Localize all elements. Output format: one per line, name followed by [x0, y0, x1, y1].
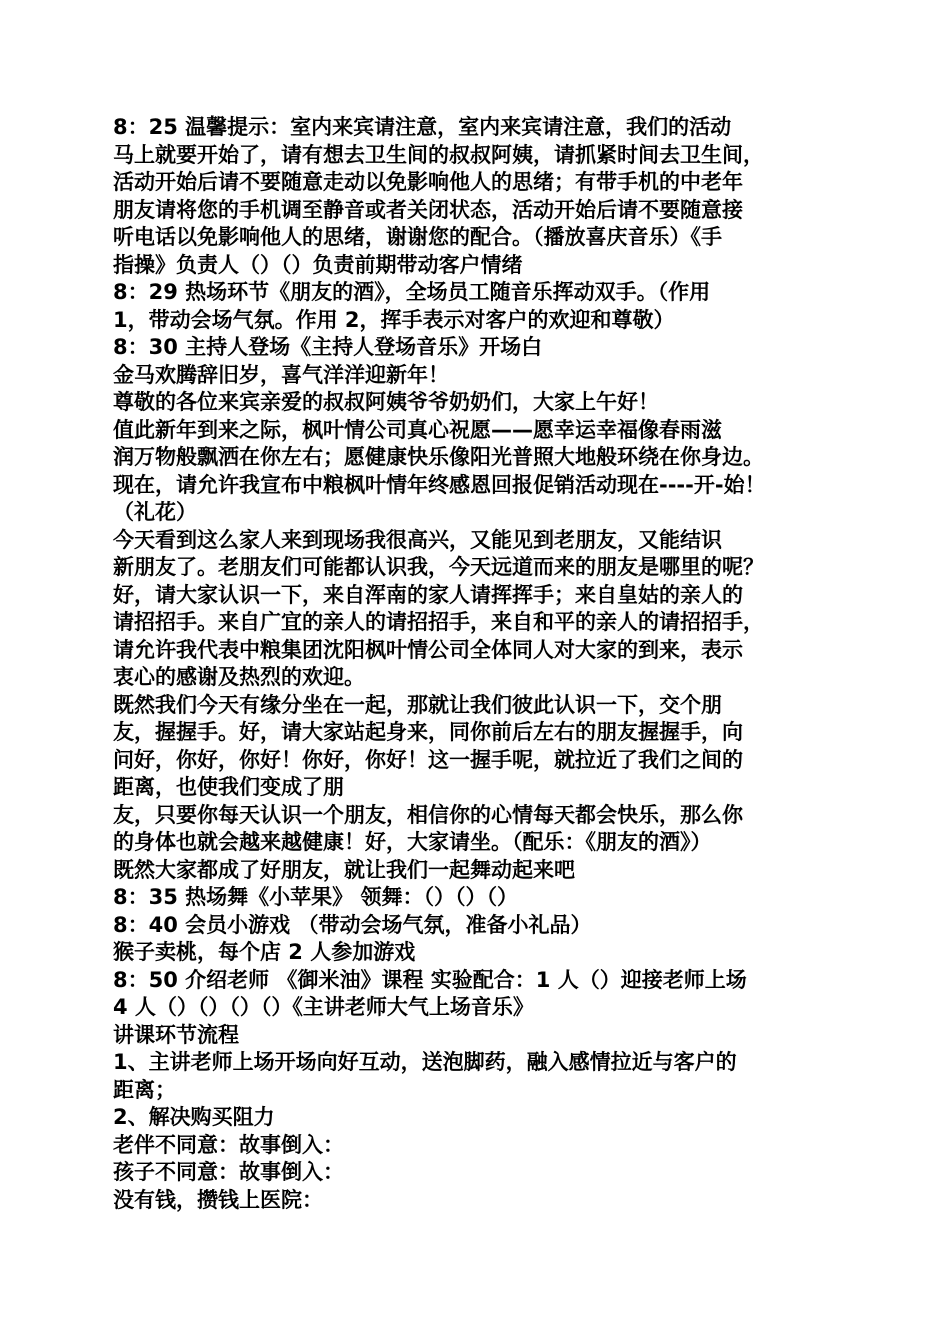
text-line: 请招招手。来自广宜的亲人的请招招手，来自和平的亲人的请招招手，	[113, 610, 764, 634]
text-line: 2、解决购买阻力	[113, 1105, 275, 1129]
text-line: 老伴不同意：故事倒入：	[113, 1132, 344, 1157]
text-line: 1，带动会场气氛。作用 2，挥手表示对客户的欢迎和尊敬）	[113, 307, 675, 332]
text-line: 8：35 热场舞《小苹果》 领舞：（）（）（）	[113, 885, 518, 909]
text-line: 距离，也使我们变成了朋	[113, 775, 344, 799]
text-line: 8：40 会员小游戏 （带动会场气氛，准备小礼品）	[113, 912, 592, 937]
text-line: 1、主讲老师上场开场向好互动，送泡脚药，融入感情拉近与客户的	[113, 1050, 737, 1074]
text-line: 马上就要开始了，请有想去卫生间的叔叔阿姨，请抓紧时间去卫生间，	[113, 142, 764, 167]
text-line: 友，握握手。好，请大家站起身来，同你前后左右的朋友握握手，向	[113, 720, 743, 744]
text-line: 距离；	[113, 1077, 176, 1102]
text-line: 现在，请允许我宣布中粮枫叶情年终感恩回报促销活动现在----开-始！	[113, 472, 766, 497]
text-line: 8：50 介绍老师 《御米油》课程 实验配合：1 人（）迎接老师上场	[113, 967, 747, 992]
text-line: 请允许我代表中粮集团沈阳枫叶情公司全体同人对大家的到来，表示	[113, 637, 743, 662]
text-line: 新朋友了。老朋友们可能都认识我，今天远道而来的朋友是哪里的呢？	[113, 555, 764, 579]
text-line: 指操》负责人（）（）负责前期带动客户情绪	[113, 252, 523, 277]
text-line: 问好，你好，你好！你好，你好！这一握手呢，就拉近了我们之间的	[113, 747, 743, 772]
text-line: 金马欢腾辞旧岁，喜气洋洋迎新年！	[113, 362, 449, 387]
text-line: 值此新年到来之际，枫叶情公司真心祝愿——愿幸运幸福像春雨滋	[113, 417, 722, 442]
text-line: 朋友请将您的手机调至静音或者关闭状态，活动开始后请不要随意接	[113, 197, 743, 222]
text-line: 讲课环节流程	[113, 1022, 239, 1047]
text-line: 润万物般飘洒在你左右；愿健康快乐像阳光普照大地般环绕在你身边。	[113, 445, 764, 469]
text-line: 8：29 热场环节《朋友的酒》，全场员工随音乐挥动双手。（作用	[113, 280, 711, 304]
text-line: 孩子不同意：故事倒入：	[113, 1160, 344, 1184]
text-line: 尊敬的各位来宾亲爱的叔叔阿姨爷爷奶奶们，大家上午好！	[113, 390, 659, 414]
document-body	[113, 114, 853, 1214]
text-line: 4 人（）（）（）（）《主讲老师大气上场音乐》	[113, 995, 534, 1019]
text-line: 8：30 主持人登场《主持人登场音乐》开场白	[113, 335, 543, 359]
text-line: 既然我们今天有缘分坐在一起，那就让我们彼此认识一下，交个朋	[113, 692, 722, 717]
text-line: 既然大家都成了好朋友，就让我们一起舞动起来吧	[113, 857, 575, 882]
text-line: 没有钱，攒钱上医院：	[113, 1187, 323, 1212]
text-line: 活动开始后请不要随意走动以免影响他人的思绪；有带手机的中老年	[113, 170, 743, 194]
text-line: 听电话以免影响他人的思绪，谢谢您的配合。（播放喜庆音乐）《手	[113, 225, 722, 249]
text-line: 8：25 温馨提示：室内来宾请注意，室内来宾请注意，我们的活动	[113, 115, 732, 139]
text-line: 友，只要你每天认识一个朋友，相信你的心情每天都会快乐，那么你	[113, 802, 743, 827]
text-line: 今天看到这么家人来到现场我很高兴，又能见到老朋友，又能结识	[113, 527, 722, 552]
text-line: 的身体也就会越来越健康！好，大家请坐。（配乐：《朋友的酒》）	[113, 830, 712, 854]
text-line: 好，请大家认识一下，来自浑南的家人请挥挥手；来自皇姑的亲人的	[113, 582, 743, 607]
text-line: 衷心的感谢及热烈的欢迎。	[113, 665, 365, 689]
text-line: 猴子卖桃，每个店 2 人参加游戏	[113, 940, 416, 964]
text-line: （礼花）	[113, 500, 197, 524]
